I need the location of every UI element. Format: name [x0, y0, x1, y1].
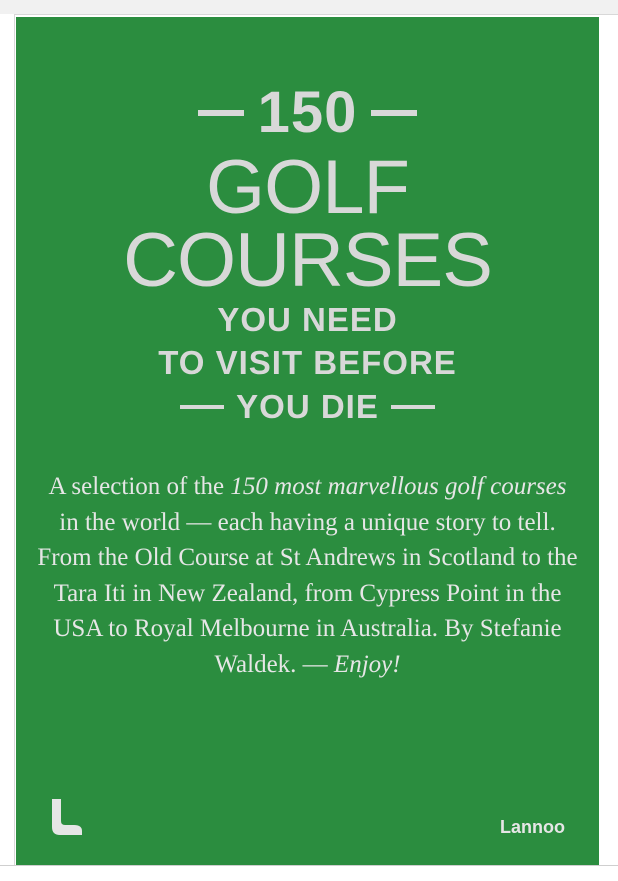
desc-part-2: in the world — each having a unique story to tell. From the Old Course at St Andrews in Scotland to the Tara Iti in New Zealand, from Cypress Point in the USA to Royal Melbourne in Australia. By Stefanie Waldek. — [37, 508, 578, 678]
dash-right [371, 110, 417, 116]
subtitle-row-3 [16, 387, 599, 427]
dash-left [198, 110, 244, 116]
number-row [16, 79, 599, 147]
lannoo-l-logo-icon [50, 797, 84, 837]
viewer-left-border [0, 14, 15, 865]
cover-subtitle-line-2: TO VISIT BEFORE [158, 344, 457, 381]
desc-italic-1: 150 most marvellous golf courses [230, 473, 567, 500]
publisher-name: Lannoo [500, 817, 565, 837]
cover-description [36, 469, 579, 682]
dash-left-small [180, 405, 224, 409]
book-cover [16, 17, 599, 865]
viewer-top-border [0, 0, 618, 15]
viewer-bottom-border [0, 865, 618, 881]
cover-subtitle-line-3: YOU DIE [236, 388, 379, 425]
cover-number: 150 [257, 80, 358, 145]
dash-right-small [391, 405, 435, 409]
desc-part-1: A selection of the [48, 473, 231, 500]
cover-title-line-1: GOLF [206, 145, 409, 230]
cover-title-line-2: COURSES [123, 218, 492, 303]
desc-italic-2: Enjoy! [333, 650, 401, 678]
cover-subtitle-line-1: YOU NEED [217, 301, 398, 338]
